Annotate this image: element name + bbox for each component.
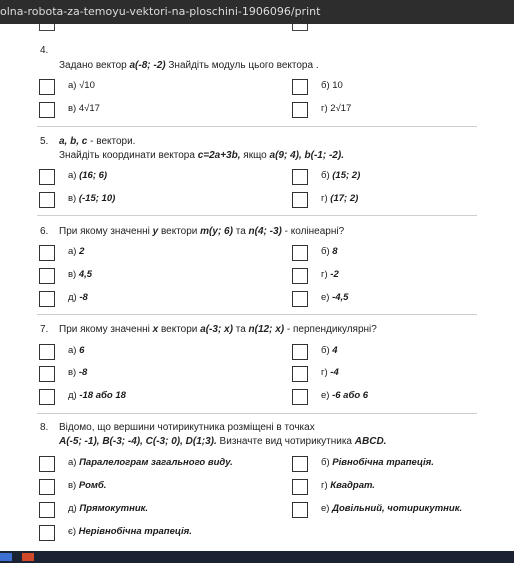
os-taskbar (0, 551, 514, 563)
app-taskbar-icon[interactable] (22, 553, 34, 561)
answer-checkbox[interactable] (292, 456, 308, 472)
answer-checkbox[interactable] (292, 344, 308, 360)
answer-checkbox[interactable] (292, 268, 308, 284)
answer-checkbox[interactable] (292, 502, 308, 518)
answer-checkbox[interactable] (39, 502, 55, 518)
answer-checkbox[interactable] (39, 169, 55, 185)
answer-checkbox[interactable] (39, 479, 55, 495)
question-divider (37, 314, 477, 315)
answer-checkbox[interactable] (39, 291, 55, 307)
start-button-icon[interactable] (0, 553, 12, 561)
answer-checkbox[interactable] (292, 102, 308, 118)
address-bar[interactable] (0, 0, 514, 24)
answer-checkbox[interactable] (39, 192, 55, 208)
question-number: 8. (40, 422, 49, 433)
answer-checkbox[interactable] (39, 245, 55, 261)
answer-checkbox[interactable] (292, 192, 308, 208)
answer-checkbox[interactable] (292, 169, 308, 185)
answer-checkbox[interactable] (292, 291, 308, 307)
answer-checkbox[interactable] (39, 389, 55, 405)
question-number: 5. (40, 136, 49, 147)
answer-checkbox[interactable] (39, 79, 55, 95)
question-text: При якому значенні x вектори a(-3; x) та n(12; x) - перпендикулярні? (59, 324, 377, 335)
question-divider (37, 126, 477, 127)
answer-checkbox[interactable] (292, 245, 308, 261)
question-number: 7. (40, 324, 49, 335)
answer-checkbox[interactable] (39, 268, 55, 284)
question-text: a, b, c - вектори. Знайдіть координати вектора c=2a+3b, якщо a(9; 4), b(-1; -2). (59, 136, 344, 161)
question-divider (37, 215, 477, 216)
address-bar-url: olna-robota-za-temoyu-vektori-na-ploschini-1906096/print (0, 5, 321, 18)
checkbox-stub (39, 24, 55, 31)
answer-checkbox[interactable] (292, 479, 308, 495)
answer-checkbox[interactable] (39, 344, 55, 360)
question-text: При якому значенні y вектори m(y; 6) та n(4; -3) - колінеарні? (59, 226, 345, 237)
answer-checkbox[interactable] (292, 389, 308, 405)
answer-checkbox[interactable] (292, 366, 308, 382)
answer-checkbox[interactable] (39, 102, 55, 118)
question-number: 6. (40, 226, 49, 237)
checkbox-stub (292, 24, 308, 31)
answer-checkbox[interactable] (39, 456, 55, 472)
answer-checkbox[interactable] (39, 525, 55, 541)
question-text: Відомо, що вершини чотирикутника розміщені в точках A(-5; -1), B(-3; -4), C(-3; 0), D(1;3). Визначте вид чотирикутника ABCD. (59, 422, 387, 447)
answer-checkbox[interactable] (39, 366, 55, 382)
answer-checkbox[interactable] (292, 79, 308, 95)
question-number: 4. (40, 45, 49, 56)
question-divider (37, 413, 477, 414)
question-text: Задано вектор a(-8; -2) Знайдіть модуль цього вектора . (59, 60, 319, 71)
